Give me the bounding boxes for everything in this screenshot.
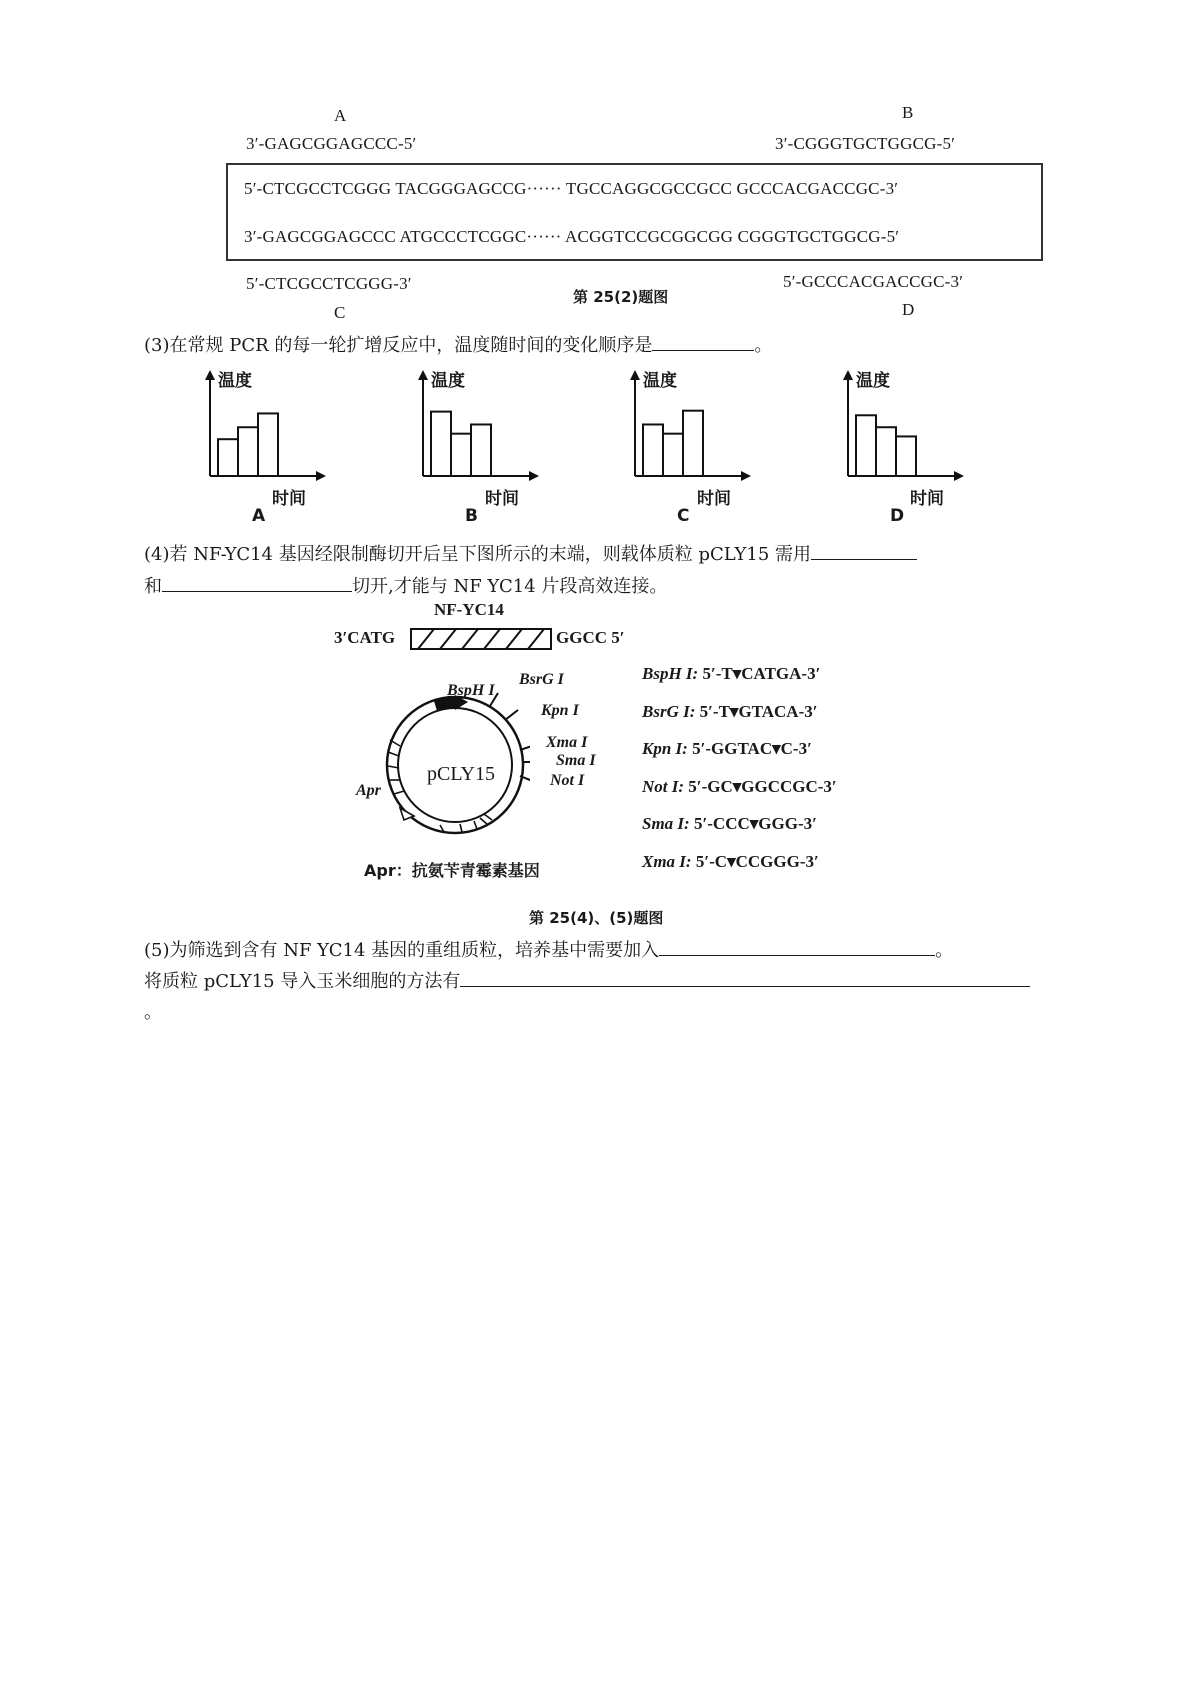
- primer-b: 3′-CGGGTGCTGGCG-5′: [775, 134, 956, 153]
- gene-name: NF-YC14: [434, 600, 504, 619]
- y-axis-label: 温度: [431, 371, 465, 391]
- y-axis-label: 温度: [218, 371, 252, 391]
- y-axis-label: 温度: [856, 371, 890, 391]
- site-noti: Not I: [550, 772, 585, 789]
- site-kpni: Kpn I: [541, 702, 579, 719]
- enzyme-name: Not I:: [642, 776, 689, 796]
- primer-label-a: A: [334, 106, 347, 125]
- question-3-text: (3)在常规 PCR 的每一轮扩增反应中，温度随时间的变化顺序是: [144, 335, 653, 356]
- enzyme-name: BsrG I:: [642, 701, 700, 721]
- question-5-method-text: 将质粒 pCLY15 导入玉米细胞的方法有: [144, 971, 461, 992]
- figure-25-2-caption: 第 25(2)题图: [573, 288, 669, 306]
- x-axis-label: 时间: [485, 489, 519, 509]
- site-xmai: Xma I: [546, 734, 588, 751]
- site-smai: Sma I: [556, 752, 596, 769]
- site-bsphi: BspH I: [447, 682, 495, 699]
- question-4-and: 和: [144, 576, 162, 597]
- gene-left-end: 3′CATG: [334, 628, 396, 647]
- answer-blank-q5-medium[interactable]: [659, 939, 935, 956]
- enzyme-row: [642, 739, 812, 759]
- site-bsrgi: BsrG I: [519, 671, 564, 688]
- primer-label-d: D: [902, 300, 915, 319]
- gene-right-end: GGCC 5′: [556, 628, 625, 647]
- primer-label-c: C: [334, 303, 346, 322]
- enzyme-recognition-sequence: 5′-GGTAC▾C-3′: [692, 739, 812, 758]
- gene-fragment-hatched-bar: [410, 627, 552, 651]
- enzyme-name: Xma I:: [642, 851, 696, 871]
- chart-option-letter: C: [677, 506, 690, 526]
- question-4-text: (4)若 NF-YC14 基因经限制酶切开后呈下图所示的末端，则载体质粒 pCLY15 需用: [144, 544, 812, 565]
- x-axis-label: 时间: [697, 489, 731, 509]
- enzyme-row: [642, 777, 837, 797]
- enzyme-name: Kpn I:: [642, 739, 693, 758]
- x-axis-label: 时间: [272, 489, 306, 509]
- question-5-line-1: [144, 939, 953, 960]
- enzyme-row: [642, 814, 817, 834]
- enzyme-recognition-sequence: 5′-GC▾GGCCGC-3′: [688, 776, 837, 796]
- enzyme-recognition-sequence: 5′-C▾CCGGG-3′: [695, 851, 819, 871]
- x-axis-label: 时间: [910, 489, 944, 509]
- enzyme-row: [642, 702, 818, 722]
- enzyme-recognition-sequence: 5′-T▾GTACA-3′: [699, 701, 818, 721]
- question-5-line-2: [144, 970, 1030, 991]
- answer-blank-q5-method[interactable]: [460, 970, 1030, 987]
- question-5-end: 。: [935, 940, 954, 961]
- plasmid-name: pCLY15: [427, 763, 495, 785]
- chart-option-letter: B: [465, 506, 478, 526]
- question-3-end: 。: [754, 335, 773, 356]
- template-strand-bottom: 3′-GAGCGGAGCCC ATGCCCTCGGC······ ACGGTCCGCGGCGG CGGGTGCTGGCG-5′: [244, 227, 900, 246]
- primer-c: 5′-CTCGCCTCGGG-3′: [246, 274, 412, 293]
- y-axis-label: 温度: [643, 371, 677, 391]
- enzyme-row: [642, 664, 820, 684]
- primer-a: 3′-GAGCGGAGCCC-5′: [246, 134, 417, 153]
- primer-label-b: B: [902, 103, 914, 122]
- site-apr: Apr: [356, 782, 381, 799]
- chart-option-letter: A: [252, 506, 266, 526]
- question-5-text: (5)为筛选到含有 NF YC14 基因的重组质粒，培养基中需要加入: [144, 940, 660, 961]
- apr-legend: Apr：抗氨苄青霉素基因: [364, 861, 540, 880]
- enzyme-recognition-sequence: 5′-T▾CATGA-3′: [702, 664, 821, 683]
- enzyme-recognition-sequence: 5′-CCC▾GGG-3′: [693, 814, 817, 833]
- chart-option-letter: D: [890, 506, 905, 526]
- question-5-method-end: 。: [144, 1002, 162, 1023]
- template-strand-top: 5′-CTCGCCTCGGG TACGGGAGCCG······ TGCCAGGCGCCGCC GCCCACGACCGC-3′: [244, 179, 899, 198]
- figure-25-4-5-caption: 第 25(4)、(5)题图: [529, 909, 664, 927]
- question-4-text-end: 切开,才能与 NF YC14 片段高效连接。: [352, 576, 668, 597]
- question-5-line-3: [144, 1004, 162, 1022]
- enzyme-row: [642, 852, 819, 872]
- enzyme-name: Sma I:: [642, 814, 694, 833]
- enzyme-name: BspH I:: [642, 664, 703, 683]
- primer-d: 5′-GCCCACGACCGC-3′: [783, 272, 964, 291]
